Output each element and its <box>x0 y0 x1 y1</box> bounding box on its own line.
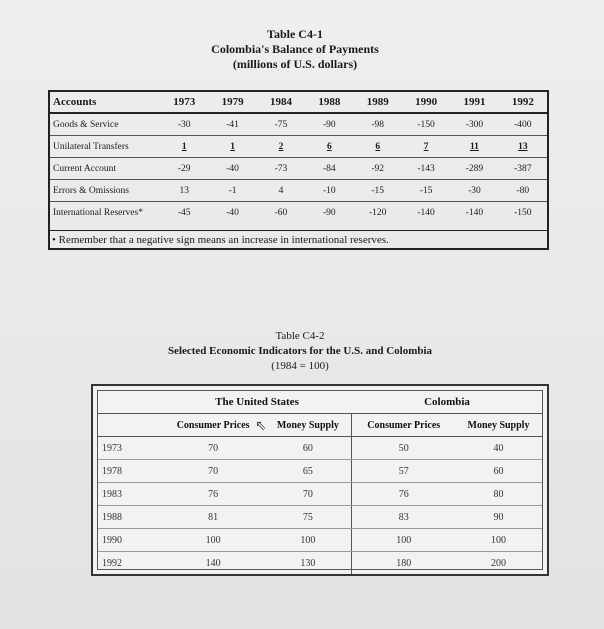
table-cell: 130 <box>300 557 316 569</box>
table-cell: 2 <box>278 141 284 152</box>
table1-header-cell: 1979 <box>208 92 256 113</box>
year-cell: 1978 <box>98 460 162 483</box>
group-header-row <box>98 391 542 414</box>
table-cell: 100 <box>162 529 264 552</box>
row-label: Goods & Service <box>53 119 119 130</box>
table-row <box>98 529 542 552</box>
table-cell: 70 <box>264 483 352 506</box>
table-row <box>50 202 547 224</box>
table-cell: -75 <box>274 119 288 130</box>
table-cell: -84 <box>322 163 336 174</box>
table-cell: 76 <box>162 483 264 506</box>
table-cell: 60 <box>455 460 542 483</box>
row-label: Current Account <box>53 163 117 174</box>
table-row <box>98 437 542 460</box>
table-cell: -150 <box>514 207 532 218</box>
table1-title: Colombia's Balance of Payments <box>211 42 379 56</box>
table-cell: -387 <box>514 163 532 174</box>
table1-header-cell: 1990 <box>402 92 450 113</box>
table-cell: 80 <box>455 483 542 506</box>
table1-header-cell: 1992 <box>499 92 547 113</box>
table-cell: 7 <box>423 141 429 152</box>
table-cell: 81 <box>162 506 264 529</box>
table-cell: 70 <box>162 460 264 483</box>
group-header-us: The United States <box>162 391 352 414</box>
table1-title-block <box>150 27 440 72</box>
year-cell: 1990 <box>98 529 162 552</box>
table-row <box>98 483 542 506</box>
table1-subtitle: (millions of U.S. dollars) <box>232 57 358 71</box>
sub-header-row <box>98 414 542 437</box>
table-cell: -40 <box>226 207 239 218</box>
table-cell: -143 <box>417 163 435 174</box>
table1-header-row <box>50 92 547 113</box>
table-cell: -80 <box>516 185 530 196</box>
table-cell: -140 <box>417 207 435 218</box>
table-cell: -15 <box>371 185 385 196</box>
year-cell: 1992 <box>102 557 122 569</box>
table-cell: 100 <box>352 529 455 552</box>
table1-header-cell: Accounts <box>50 92 160 113</box>
sub-header-cell: Consumer Prices <box>352 414 455 437</box>
table1-footnote: • Remember that a negative sign means an increase in international reserves. <box>48 230 549 250</box>
table-cell: -140 <box>465 207 484 218</box>
table1-header-cell: 1989 <box>354 92 402 113</box>
table-cell: 50 <box>352 437 455 460</box>
table-cell: -120 <box>368 207 387 218</box>
table1-header-cell: 1988 <box>305 92 353 113</box>
table-cell: -90 <box>322 119 336 130</box>
balance-of-payments-table <box>48 90 549 250</box>
table-cell: 60 <box>264 437 352 460</box>
table-cell: 75 <box>264 506 352 529</box>
sub-header-cell: Money Supply <box>264 414 352 437</box>
table-cell: -400 <box>514 119 532 130</box>
year-cell: 1988 <box>98 506 162 529</box>
table1-header-cell: 1991 <box>450 92 498 113</box>
row-label: Errors & Omissions <box>53 185 129 196</box>
blank-cell <box>98 414 162 437</box>
table-cell: 13 <box>518 141 528 152</box>
table-cell: -300 <box>465 119 484 130</box>
table-row <box>98 552 542 575</box>
table2-subtitle: (1984 = 100) <box>271 360 329 372</box>
table-row <box>98 506 542 529</box>
table-cell: -41 <box>226 119 239 130</box>
blank-cell <box>98 391 162 414</box>
table-cell: -29 <box>177 163 191 174</box>
table-cell: 200 <box>490 557 506 569</box>
year-cell: 1983 <box>98 483 162 506</box>
table-cell: -92 <box>371 163 385 174</box>
table-cell: 100 <box>455 529 542 552</box>
table-cell: 100 <box>264 529 352 552</box>
sub-header-cell: Money Supply <box>455 414 542 437</box>
table-cell: 76 <box>352 483 455 506</box>
table2-title: Selected Economic Indicators for the U.S. and Colombia <box>167 345 433 357</box>
table-cell: -60 <box>274 207 288 218</box>
table-cell: 57 <box>352 460 455 483</box>
table-cell: 65 <box>264 460 352 483</box>
table2-title-block <box>100 329 500 374</box>
table-cell: -1 <box>228 185 237 196</box>
table-cell: -98 <box>371 119 385 130</box>
table-cell: 6 <box>375 141 381 152</box>
table-cell: 140 <box>205 557 221 569</box>
year-cell: 1973 <box>98 437 162 460</box>
group-header-colombia: Colombia <box>352 391 542 414</box>
table-cell: 70 <box>162 437 264 460</box>
table-row <box>50 158 547 180</box>
table-row <box>98 460 542 483</box>
table-cell: -30 <box>177 119 191 130</box>
table-cell: -73 <box>274 163 288 174</box>
table-cell: 90 <box>455 506 542 529</box>
table-cell: -30 <box>468 185 481 196</box>
table1-label: Table C4-1 <box>267 27 323 41</box>
table-cell: -90 <box>322 207 336 218</box>
economic-indicators-table <box>91 384 549 576</box>
table1-header-cell: 1973 <box>160 92 208 113</box>
row-label: International Reserves* <box>53 207 143 218</box>
mouse-pointer-icon: ⇖ <box>255 418 267 434</box>
table-cell: 83 <box>352 506 455 529</box>
table-cell: -289 <box>465 163 484 174</box>
table-row <box>50 180 547 202</box>
sub-header-cell: Consumer Prices <box>162 414 264 437</box>
table-cell: 180 <box>352 552 455 575</box>
row-label: Unilateral Transfers <box>53 141 129 152</box>
table-row <box>50 136 547 158</box>
table-cell: 1 <box>230 141 235 152</box>
table-cell: -40 <box>226 163 239 174</box>
table1-header-cell: 1984 <box>257 92 305 113</box>
table-cell: 11 <box>469 141 479 152</box>
table2-label: Table C4-2 <box>275 330 325 342</box>
table-cell: -150 <box>417 119 435 130</box>
table-cell: 4 <box>278 185 284 196</box>
table-cell: -15 <box>419 185 433 196</box>
table-cell: -45 <box>177 207 191 218</box>
table-cell: 6 <box>326 141 332 152</box>
table-row <box>50 113 547 136</box>
table-cell: 1 <box>181 141 187 152</box>
table-cell: 40 <box>455 437 542 460</box>
table-cell: 13 <box>179 185 189 196</box>
table-cell: -10 <box>322 185 336 196</box>
